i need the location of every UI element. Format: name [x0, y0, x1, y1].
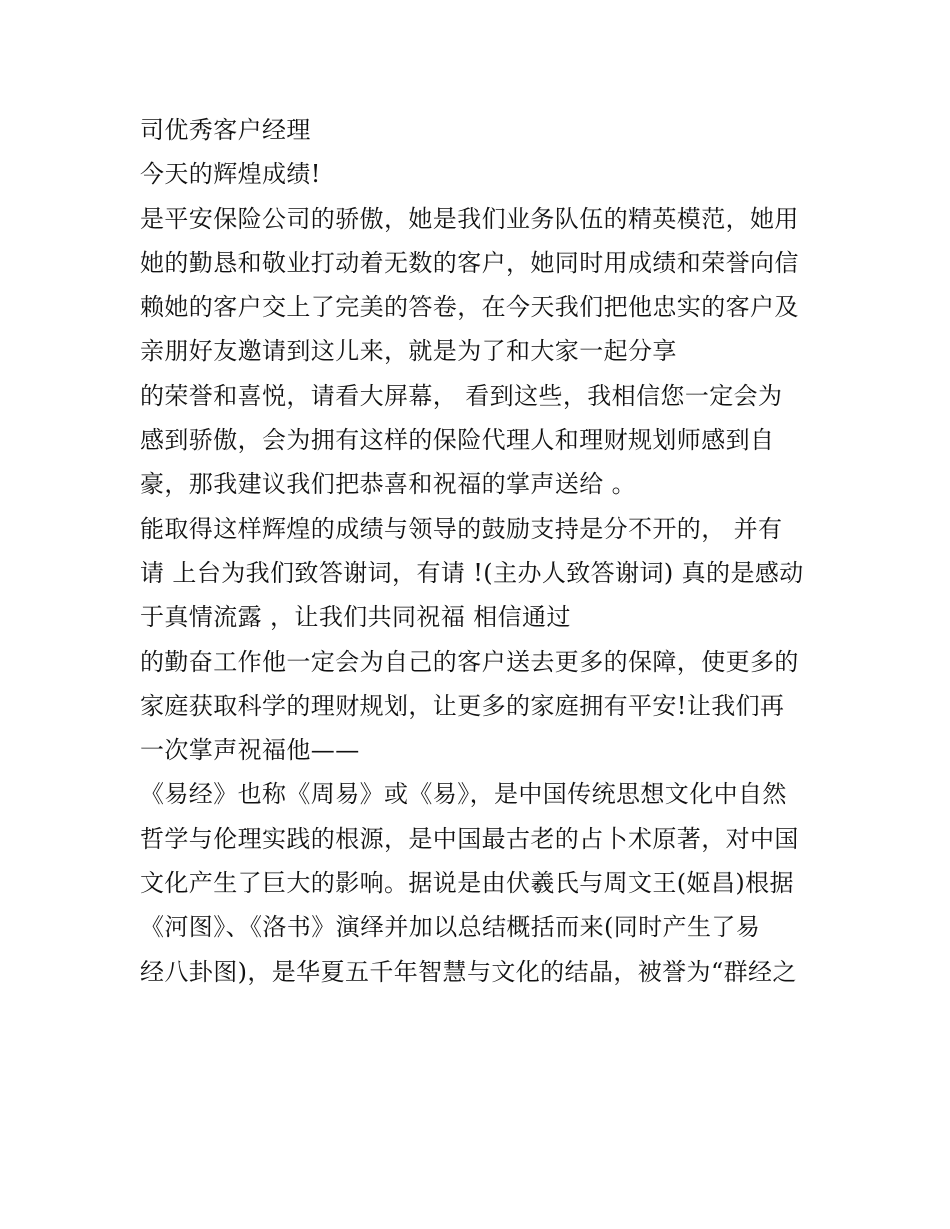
text-line: 亲朋好友邀请到这儿来，就是为了和大家一起分享: [140, 337, 677, 366]
text-line: 于真情流露 ，让我们共同祝福 相信通过: [140, 603, 571, 632]
document-body: [140, 108, 820, 994]
text-line: 一次掌声祝福他——: [140, 736, 360, 765]
text-line: 的荣誉和喜悦，请看大屏幕， 看到这些，我相信您一定会为: [140, 381, 783, 410]
text-line: 哲学与伦理实践的根源，是中国最古老的占卜术原著，对中国: [140, 824, 799, 853]
text-line: 感到骄傲，会为拥有这样的保险代理人和理财规划师感到自: [140, 426, 775, 455]
text-line: 司优秀客户经理: [140, 116, 311, 144]
text-line: 她的勤恳和敬业打动着无数的客户，她同时用成绩和荣誉向信: [140, 248, 799, 277]
text-line: 文化产生了巨大的影响。据说是由伏羲氏与周文王(姬昌)根据: [140, 869, 794, 898]
text-line: 能取得这样辉煌的成绩与领导的鼓励支持是分不开的， 并有: [140, 514, 783, 543]
text-line: 是平安保险公司的骄傲，她是我们业务队伍的精英模范，她用: [140, 204, 799, 233]
text-line: 豪，那我建议我们把恭喜和祝福的掌声送给 。: [140, 470, 637, 499]
text-line: 《易经》也称《周易》或《易》，是中国传统思想文化中自然: [140, 780, 787, 809]
text-line: 赖她的客户交上了完美的答卷，在今天我们把他忠实的客户及: [140, 293, 799, 322]
text-line: 的勤奋工作他一定会为自己的客户送去更多的保障，使更多的: [140, 647, 799, 676]
text-line: 今天的辉煌成绩!: [140, 160, 321, 189]
text-line: 家庭获取科学的理财规划，让更多的家庭拥有平安!让我们再: [140, 691, 785, 720]
text-line: 经八卦图)，是华夏五千年智慧与文化的结晶，被誉为“群经之: [140, 957, 797, 986]
text-line: 请 上台为我们致答谢词，有请 !(主办人致答谢词) 真的是感动: [140, 558, 804, 587]
text-line: 《河图》、《洛书》演绎并加以总结概括而来(同时产生了易: [140, 913, 761, 942]
